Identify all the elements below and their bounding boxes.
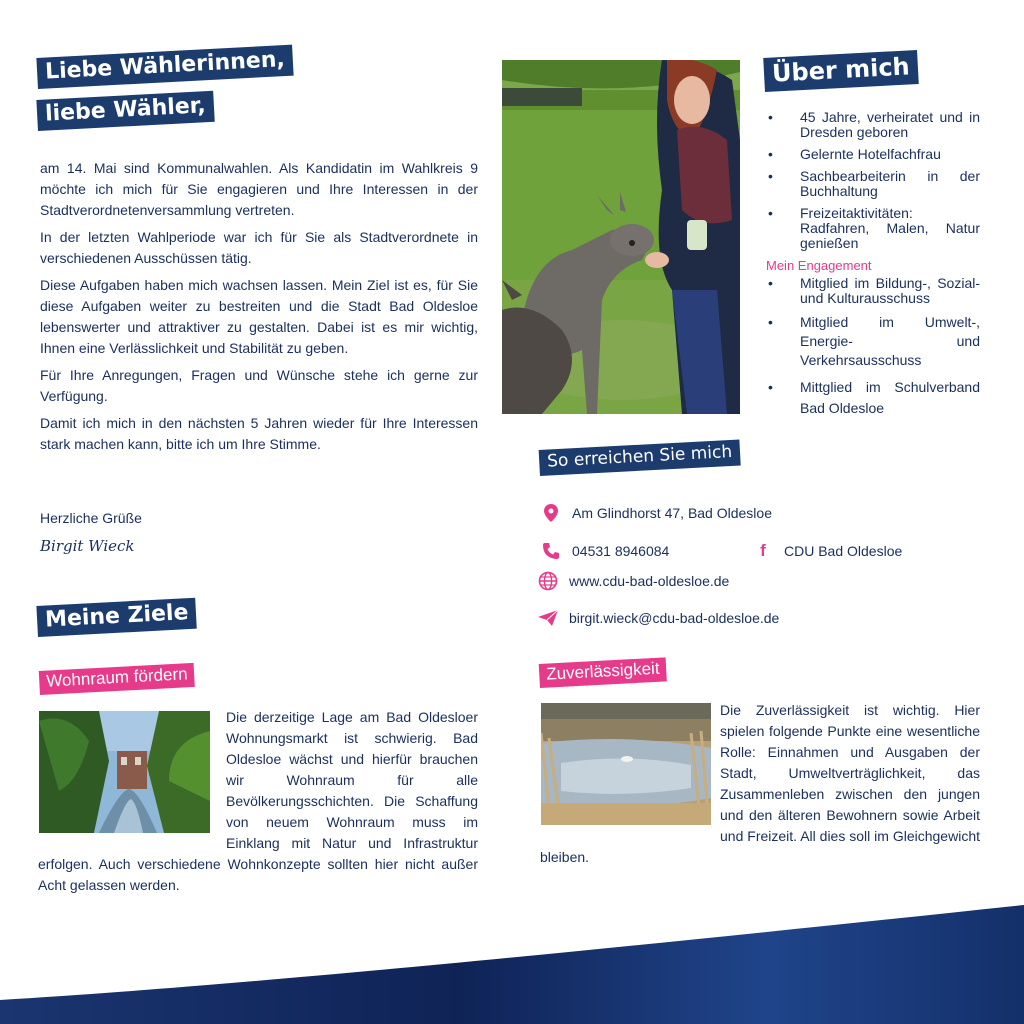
reliability-text-body: Die Zuverlässigkeit ist wichtig. Hier spielen folgende Punkte eine wesentliche Rolle: Einnahmen und Ausgaben der Stadt, Umweltverträglichkeit, das Zusammenleben zwischen den jungen und den älteren Bewohnern sowie Arbeit und Freizeit. All dies soll im Gleichgewicht bleiben.	[540, 702, 980, 865]
paper-plane-icon	[537, 607, 559, 629]
facebook-icon: f	[760, 541, 766, 560]
globe-icon	[537, 570, 559, 592]
letter-paragraph: In der letzten Wahlperiode war ich für Sie als Stadtverordnete in verschiedenen Ausschüssen tätig.	[40, 229, 478, 266]
deer-photo	[502, 60, 740, 414]
map-pin-icon	[540, 502, 562, 524]
about-section	[766, 110, 980, 426]
engagement-list	[766, 276, 980, 419]
contact-phone	[540, 540, 669, 562]
letter-paragraph: Für Ihre Anregungen, Fragen und Wünsche stehe ich gerne zur Verfügung.	[40, 367, 478, 404]
text-wrap-spacer	[540, 700, 720, 830]
email-link[interactable]: birgit.wieck@cdu-bad-oldesloe.de	[569, 610, 780, 626]
greeting-heading-line1: Liebe Wählerinnen,	[36, 45, 293, 89]
engagement-label: Mein Engagement	[766, 258, 872, 273]
signature: Birgit Wieck	[40, 537, 135, 555]
housing-text	[38, 707, 478, 896]
contact-facebook	[752, 540, 902, 562]
contact-email	[537, 607, 779, 629]
closing-text: Herzliche Grüße	[40, 510, 142, 526]
about-list	[766, 110, 980, 251]
reliability-title: Zuverlässigkeit	[539, 657, 667, 688]
web-link[interactable]: www.cdu-bad-oldesloe.de	[569, 573, 730, 589]
housing-title: Wohnraum fördern	[39, 663, 195, 695]
letter-paragraph: Damit ich mich in den nächsten 5 Jahren wieder für Ihre Interessen stark machen kann, bitte ich um Ihre Stimme.	[40, 415, 478, 452]
about-heading: Über mich	[763, 50, 918, 92]
engagement-item: • Mittglied im Schulverband Bad Oldesloe	[766, 377, 980, 419]
about-item: • Sachbearbeiterin in der Buchhaltung	[766, 169, 980, 199]
contact-web	[537, 570, 729, 592]
facebook-text[interactable]: CDU Bad Oldesloe	[784, 543, 903, 559]
intro-letter	[40, 158, 478, 461]
phone-text[interactable]: 04531 8946084	[572, 543, 670, 559]
phone-icon	[540, 540, 562, 562]
letter-paragraph: am 14. Mai sind Kommunalwahlen. Als Kandidatin im Wahlkreis 9 möchte ich mich für Sie engagieren und Ihre Interessen in der Stadtverordnetenversammlung vertreten.	[40, 160, 478, 218]
contact-address	[540, 502, 772, 524]
about-item: • Freizeitaktivitäten: Radfahren, Malen, Natur genießen	[766, 206, 980, 251]
housing-text-body: Die derzeitige Lage am Bad Oldesloer Wohnungsmarkt ist schwierig. Bad Oldesloe wächst und hierfür brauchen wir Wohnraum für alle Bevölkerungsschichten. Die Schaffung von neuem Wohnraum muss im Einklang mit Natur und Infrastruktur erfolgen. Auch verschiedene Wohnkonzepte sollten hier nicht außer Acht gelassen werden.	[38, 709, 478, 893]
engagement-item: • Mitglied im Umwelt-, Energie- und Verkehrsausschuss	[766, 313, 980, 370]
reliability-text	[540, 700, 980, 868]
greeting-heading-line2: liebe Wähler,	[36, 91, 214, 131]
engagement-item: • Mitglied im Bildung-, Sozial- und Kulturausschuss	[766, 276, 980, 306]
goals-heading: Meine Ziele	[36, 598, 197, 637]
about-item: • Gelernte Hotelfachfrau	[766, 147, 980, 162]
contact-heading: So erreichen Sie mich	[539, 440, 741, 476]
letter-paragraph: Diese Aufgaben haben mich wachsen lassen. Mein Ziel ist es, für Sie diese Aufgaben weiter zu bestreiten und die Stadt Bad Oldesloe lebenswerter und attraktiver zu gestalten. Dabei ist es mir wichtig, Ihnen eine Verlässlichkeit und Stabilität zu geben.	[40, 277, 478, 356]
about-item: • 45 Jahre, verheiratet und in Dresden geboren	[766, 110, 980, 140]
address-text: Am Glindhorst 47, Bad Oldesloe	[572, 505, 772, 521]
